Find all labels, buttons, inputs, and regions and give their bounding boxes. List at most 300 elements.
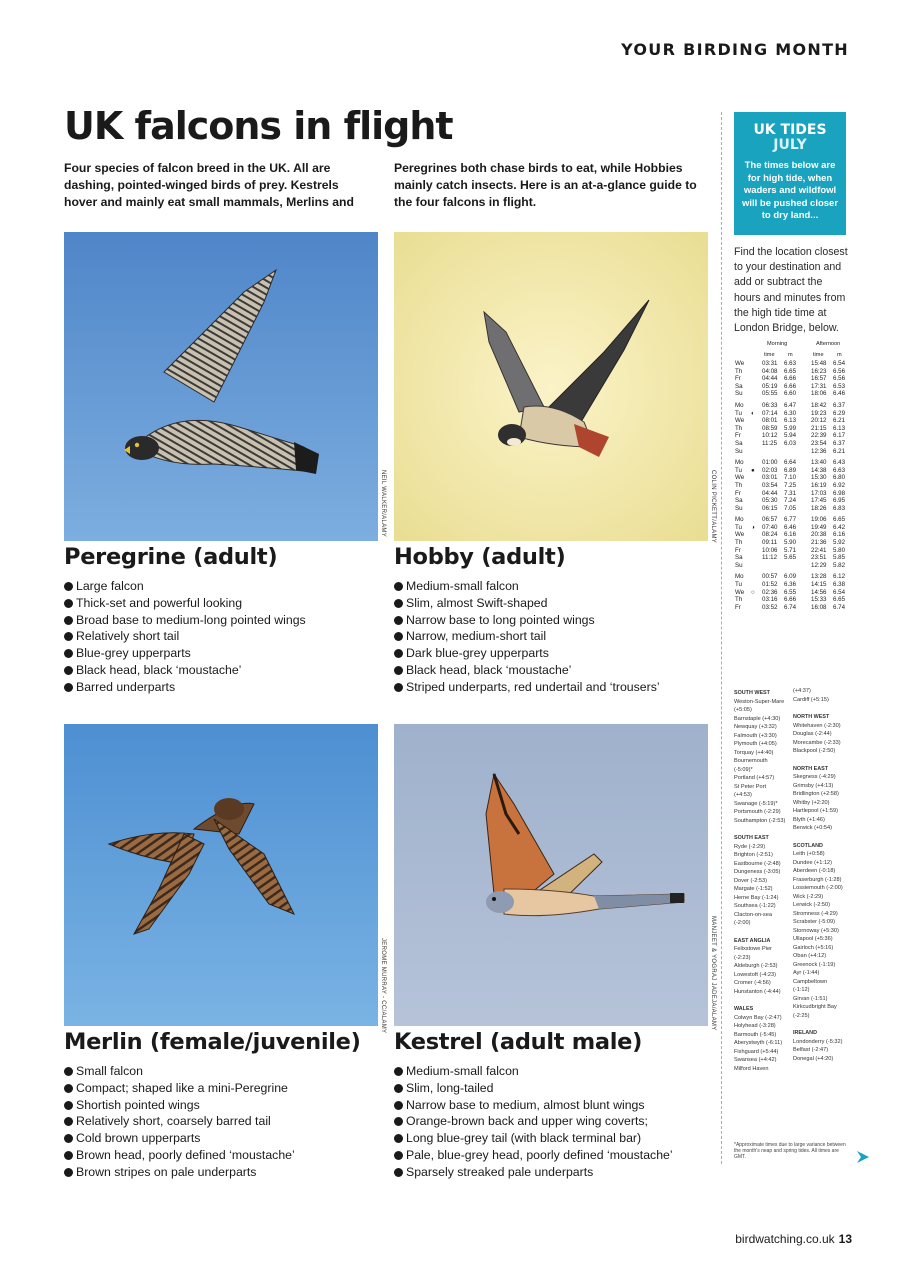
running-head: YOUR BIRDING MONTH [621, 40, 849, 59]
tide-cell: Mo [735, 401, 744, 409]
tide-row [734, 375, 848, 383]
location-item: Wick (-2:29) [793, 893, 824, 900]
tide-row [734, 581, 848, 589]
tide-row [734, 432, 848, 440]
tide-cell: 07:14 [762, 409, 778, 417]
tide-table [734, 341, 848, 615]
tide-cell: Fr [735, 546, 741, 554]
tide-cell: 6.83 [833, 504, 846, 512]
location-item: Grimsby (+4:13) [793, 782, 834, 789]
list-item: Small falcon [64, 1063, 295, 1080]
tide-week [734, 402, 848, 455]
location-item: Fishguard (+5:44) [734, 1048, 779, 1055]
list-item: Large falcon [64, 578, 306, 595]
location-item: (-5:09)* [734, 766, 753, 773]
list-item: Compact; shaped like a mini-Peregrine [64, 1080, 295, 1097]
tide-cell: 19:49 [811, 523, 827, 531]
location-item: Ullapool (+5:36) [793, 936, 833, 942]
tide-cell: Fr [735, 489, 741, 497]
tide-cell: 02:36 [762, 588, 778, 596]
location-item: Morecambe (-2:33) [793, 739, 841, 746]
tide-cell: 18:26 [811, 504, 827, 512]
location-item: Bridlington (+2:58) [793, 791, 839, 797]
location-item: Gairloch (+5:16) [793, 944, 834, 951]
tide-cell: 6.77 [784, 516, 797, 524]
location-item: Girvan (-1:51) [793, 995, 828, 1002]
location-item: (+4:53) [734, 792, 752, 798]
tide-cell: 7.05 [784, 504, 797, 512]
location-item: Aberystwyth (-6:11) [734, 1040, 783, 1046]
tide-cell: 6.43 [833, 459, 846, 467]
tide-cell: Th [735, 596, 743, 604]
tide-cell: 18:42 [811, 401, 827, 409]
location-item: Eastbourne (-2:48) [734, 860, 781, 867]
list-item: Long blue-grey tail (with black terminal bar) [394, 1130, 673, 1147]
locations-left-column [734, 687, 792, 1073]
tide-cell: 6.95 [833, 497, 846, 505]
location-item: Barnstaple (+4:30) [734, 715, 781, 722]
list-item: Relatively short tail [64, 628, 306, 645]
region-heading: EAST ANGLIA [734, 937, 771, 944]
tide-cell: We [735, 531, 745, 539]
tide-cell: 23:54 [811, 439, 827, 447]
tide-cell: Th [735, 539, 743, 547]
tide-cell: 02:03 [762, 466, 778, 474]
location-item: Portland (+4:57) [734, 775, 775, 781]
tide-cell: Su [735, 561, 743, 569]
list-item: Shortish pointed wings [64, 1097, 295, 1114]
moon-phase-icon: ○ [751, 588, 755, 596]
location-item: Scrabster (-5:09) [793, 919, 835, 925]
tide-cell: 6.21 [833, 447, 846, 455]
list-item: Sparsely streaked pale underparts [394, 1164, 673, 1181]
tide-cell: 6.12 [833, 573, 846, 581]
list-item: Black head, black ‘moustache’ [64, 662, 306, 679]
tide-cell: 13:40 [811, 459, 827, 467]
tide-cell: 04:08 [762, 367, 778, 375]
location-item: Campbeltown [793, 978, 828, 985]
location-item: St Peter Port [734, 783, 767, 790]
location-item: Berwick (+0:54) [793, 825, 833, 831]
location-item: Herne Bay (-1:24) [734, 894, 779, 901]
tide-cell: 6.65 [784, 367, 797, 375]
list-item: Slim, almost Swift-shaped [394, 595, 660, 612]
tide-cell: We [735, 360, 745, 367]
tide-cell: 08:59 [762, 424, 778, 432]
tide-cell: 6.47 [784, 401, 797, 409]
tide-cell: 6.92 [833, 481, 846, 489]
kestrel-photo [394, 724, 708, 1026]
page-title: UK falcons in flight [64, 104, 453, 148]
tide-cell: Th [735, 481, 743, 489]
list-item: Blue-grey upperparts [64, 645, 306, 662]
list-item: Narrow, medium-short tail [394, 628, 660, 645]
intro-right: Peregrines both chase birds to eat, while Hobbies mainly catch insects. Here is an at-a-glance guide to the four falcons in flight. [394, 161, 697, 209]
tide-cell: 6.16 [784, 531, 797, 539]
location-item: (-2:23) [734, 954, 751, 961]
peregrine-photo [64, 232, 378, 541]
tide-cell: 05:55 [762, 390, 778, 398]
tide-cell: 06:33 [762, 401, 778, 409]
location-item: Lerwick (-2:50) [793, 902, 830, 908]
tide-cell: 14:15 [811, 581, 827, 589]
tide-cell: 5.71 [784, 546, 797, 554]
list-item: Brown stripes on pale underparts [64, 1164, 295, 1181]
tide-cell: 7.10 [784, 474, 797, 482]
tide-cell: Tu [735, 523, 742, 531]
tide-cell: 6.80 [833, 474, 846, 482]
tide-cell: We [735, 417, 745, 425]
footer-site: birdwatching.co.uk [735, 1232, 835, 1246]
tide-row [734, 467, 848, 475]
tide-cell: 6.54 [833, 360, 846, 367]
tide-row [734, 402, 848, 410]
tide-cell: 12:29 [811, 561, 827, 569]
tide-row [734, 596, 848, 604]
tide-row [734, 474, 848, 482]
tide-cell: 09:11 [762, 539, 778, 547]
location-item: Aberdeen (-0:18) [793, 868, 836, 874]
location-item: (-1:12) [793, 987, 810, 993]
location-item: Cromer (-4:56) [734, 980, 771, 986]
tide-cell: 6.46 [784, 523, 797, 531]
tide-cell: 5.85 [833, 554, 846, 562]
tide-cell: Tu [735, 409, 742, 417]
location-item: Ayr (-1:44) [793, 970, 820, 976]
list-item: Narrow base to long pointed wings [394, 612, 660, 629]
tide-cell: 6.54 [833, 588, 846, 596]
location-item: Lowestoft (-4:23) [734, 971, 776, 978]
tide-cell: We [735, 588, 745, 596]
location-item: Stornoway (+5:30) [793, 927, 839, 934]
intro-left: Four species of falcon breed in the UK. All are dashing, pointed-winged birds of prey. Kestrels hover and mainly eat small mammals, Merlins and [64, 161, 354, 209]
tide-cell: 6.13 [833, 424, 846, 432]
location-item: Dungeness (-3:05) [734, 869, 781, 875]
location-item: Clacton-on-sea [734, 911, 772, 918]
tide-cell: 6.13 [784, 417, 797, 425]
tide-cell: 6.03 [784, 439, 797, 447]
tide-cell: 18:06 [811, 390, 827, 398]
location-item: Swansea (+4:42) [734, 1057, 777, 1063]
tide-cell: 6.74 [833, 603, 846, 611]
tide-cell: Th [735, 424, 743, 432]
moon-phase-icon: ◐ [751, 409, 755, 417]
location-item: Southampton (-2:53) [734, 817, 786, 824]
location-item: Kirkcudbright Bay [793, 1004, 837, 1010]
tide-cell: 04:44 [762, 375, 778, 383]
location-item: Blyth (+1:46) [793, 816, 825, 823]
tide-cell: 6.98 [833, 489, 846, 497]
tide-cell: 6.46 [833, 390, 846, 398]
tide-cell: 7.31 [784, 489, 797, 497]
location-item: Brighton (-2:51) [734, 852, 773, 858]
tide-cell: 6.66 [784, 596, 797, 604]
tide-cell: 6.74 [784, 603, 797, 611]
tide-row [734, 524, 848, 532]
tide-cell: 17:03 [811, 489, 827, 497]
tide-cell: 17:45 [811, 497, 827, 505]
location-item: Hunstanton (-4:44) [734, 988, 781, 995]
tide-row [734, 368, 848, 376]
kestrel-name: Kestrel (adult male) [394, 1029, 643, 1055]
tide-cell: 6.60 [784, 390, 797, 398]
morning-header: Morning [767, 341, 788, 347]
tide-cell: 23:51 [811, 554, 827, 562]
location-item: Stromness (-4:29) [793, 910, 838, 917]
tide-cell: Sa [735, 439, 743, 447]
location-item: Cardiff (+5:15) [793, 696, 829, 703]
tide-cell: 5.80 [833, 546, 846, 554]
tide-row [734, 554, 848, 562]
tide-cell: 10:06 [762, 546, 778, 554]
hobby-name: Hobby (adult) [394, 544, 566, 570]
sidebar-divider [721, 112, 722, 1164]
merlin-photo [64, 724, 378, 1026]
list-item: Broad base to medium-long pointed wings [64, 612, 306, 629]
morning-time-header: time [764, 352, 775, 358]
tide-row [734, 482, 848, 490]
location-item: Holyhead (-3:28) [734, 1023, 776, 1029]
tide-cell: 14:56 [811, 588, 827, 596]
tide-cell: Mo [735, 573, 744, 581]
tide-cell: 6.65 [833, 516, 846, 524]
list-item: Orange-brown back and upper wing coverts; [394, 1113, 673, 1130]
region-heading: SOUTH WEST [734, 690, 770, 696]
tide-cell: 00:57 [762, 573, 778, 581]
list-item: Narrow base to medium, almost blunt wings [394, 1097, 673, 1114]
tide-week [734, 459, 848, 512]
tides-description: The times below are for high tide, when waders and wildfowl will be pushed closer to dry land... [741, 160, 839, 222]
locations-right-column [793, 687, 851, 1063]
merlin-features [64, 1063, 295, 1181]
location-item: Swanage (-5:19)* [734, 800, 778, 807]
tide-cell: 6.64 [784, 459, 797, 467]
region-heading: SCOTLAND [793, 842, 823, 849]
tide-cell: 14:38 [811, 466, 827, 474]
tide-row [734, 440, 848, 448]
merlin-name: Merlin (female/juvenile) [64, 1029, 361, 1055]
tide-cell: 17:31 [811, 382, 827, 390]
tide-cell: 01:00 [762, 459, 778, 467]
tide-cell: 5.92 [833, 539, 846, 547]
tide-week [734, 516, 848, 569]
tide-cell: 6.53 [833, 382, 846, 390]
tide-row [734, 360, 848, 368]
tide-cell: 20:38 [811, 531, 827, 539]
tide-cell: Th [735, 367, 743, 375]
page-number: 13 [838, 1232, 852, 1246]
tide-cell: 16:57 [811, 375, 827, 383]
kestrel-features [394, 1063, 673, 1181]
tide-cell: 08:01 [762, 417, 778, 425]
list-item: Brown head, poorly defined ‘moustache’ [64, 1147, 295, 1164]
tide-row [734, 459, 848, 467]
tide-cell: 6.17 [833, 432, 846, 440]
tide-cell: 6.38 [833, 581, 846, 589]
tide-cell: 15:30 [811, 474, 827, 482]
region-heading: IRELAND [793, 1030, 817, 1036]
location-item: Leith (+0:58) [793, 851, 825, 857]
moon-phase-icon: ● [751, 466, 755, 474]
page-footer [735, 1232, 852, 1246]
location-item: Portsmouth (-2:29) [734, 809, 781, 815]
tide-cell: Tu [735, 581, 742, 589]
tide-week [734, 360, 848, 398]
tide-cell: 16:23 [811, 367, 827, 375]
tide-cell: 6.37 [833, 439, 846, 447]
tide-cell: Sa [735, 497, 743, 505]
tide-cell: 07:40 [762, 523, 778, 531]
tide-cell: 6.37 [833, 401, 846, 409]
location-item: (-2:00) [734, 920, 751, 926]
tide-cell: Sa [735, 382, 743, 390]
location-item: Skegness (-4:29) [793, 774, 836, 780]
location-item: Falmouth (+3:30) [734, 732, 777, 739]
tide-row [734, 410, 848, 418]
location-item: Londonderry (-5:32) [793, 1038, 843, 1045]
tide-cell: 7.24 [784, 497, 797, 505]
tide-cell: 12:36 [811, 447, 827, 455]
list-item: Slim, long-tailed [394, 1080, 673, 1097]
location-item: (+5:05) [734, 707, 752, 713]
list-item: Medium-small falcon [394, 1063, 673, 1080]
location-item: Fraserburgh (-1:28) [793, 876, 842, 883]
location-item: Dover (-2:53) [734, 877, 767, 884]
tide-cell: 05:30 [762, 497, 778, 505]
tide-cell: 20:12 [811, 417, 827, 425]
tide-cell: 06:15 [762, 504, 778, 512]
location-item: Hartlepool (+1:59) [793, 808, 838, 814]
scallop-edge [734, 108, 846, 116]
location-item: Dundee (+1:12) [793, 859, 833, 866]
tide-row [734, 547, 848, 555]
tide-cell: 19:23 [811, 409, 827, 417]
tide-cell: 22:39 [811, 432, 827, 440]
tide-cell: 19:06 [811, 516, 827, 524]
location-item: (-2:25) [793, 1012, 810, 1019]
tide-cell: 5.94 [784, 432, 797, 440]
tide-row [734, 589, 848, 597]
afternoon-header: Afternoon [816, 341, 841, 347]
location-item: Donegal (+4:20) [793, 1055, 834, 1062]
tide-cell: 21:15 [811, 424, 827, 432]
tide-cell: 6.42 [833, 523, 846, 531]
tide-cell: 04:44 [762, 489, 778, 497]
location-item: Southsea (-1:22) [734, 903, 776, 909]
location-item: Greenock (-1:19) [793, 961, 836, 968]
tide-cell: 03:01 [762, 474, 778, 482]
tide-row [734, 425, 848, 433]
location-item: Barmouth (-5:45) [734, 1031, 777, 1038]
tides-header-box [734, 112, 846, 235]
list-item: Medium-small falcon [394, 578, 660, 595]
tide-cell: 6.89 [784, 466, 797, 474]
location-item: Whitehaven (-2:30) [793, 722, 841, 729]
tide-row [734, 505, 848, 513]
peregrine-credit: NEIL WALKER/ALAMY [380, 470, 386, 538]
tide-cell: 5.65 [784, 554, 797, 562]
tides-month: JULY [773, 137, 807, 153]
hobby-photo [394, 232, 708, 541]
tide-row [734, 562, 848, 570]
tide-cell: 05:19 [762, 382, 778, 390]
afternoon-time-header: time [813, 352, 824, 358]
tide-cell: 6.63 [833, 466, 846, 474]
location-item: Weston-Super-Mare [734, 698, 785, 705]
tide-cell: 5.90 [784, 539, 797, 547]
tide-cell: 03:54 [762, 481, 778, 489]
tide-cell: Tu [735, 466, 742, 474]
location-item: Lossiemouth (-2:00) [793, 885, 843, 891]
moon-phase-icon: ◑ [751, 523, 755, 531]
location-item: Newquay (+3:32) [734, 724, 777, 730]
hobby-credit: COLIN PICKETT/ALAMY [710, 470, 716, 544]
list-item: Black head, black ‘moustache’ [394, 662, 660, 679]
location-item: Aldeburgh (-2:53) [734, 963, 778, 969]
tide-row [734, 573, 848, 581]
location-item: (+4:37) [793, 688, 811, 694]
region-heading: NORTH WEST [793, 714, 830, 720]
tide-cell: Fr [735, 375, 741, 383]
tide-cell: 5.99 [784, 424, 797, 432]
tide-row [734, 531, 848, 539]
tide-cell: We [735, 474, 745, 482]
tide-row [734, 490, 848, 498]
tide-cell: 6.55 [784, 588, 797, 596]
location-item: Oban (+4:12) [793, 953, 827, 959]
location-item: Ryde (-2:29) [734, 843, 766, 850]
location-item: Bournemouth [734, 758, 768, 764]
tide-cell: 16:19 [811, 481, 827, 489]
list-item: Cold brown upperparts [64, 1130, 295, 1147]
merlin-credit: JEROME MURRAY - CC/ALAMY [380, 938, 386, 1034]
list-item: Barred underparts [64, 679, 306, 696]
tide-cell: 01:52 [762, 581, 778, 589]
location-item: Colwyn Bay (-2:47) [734, 1014, 782, 1021]
tide-row [734, 497, 848, 505]
location-item: Belfast (-2:47) [793, 1047, 829, 1053]
tide-cell: Fr [735, 432, 741, 440]
tide-cell: Sa [735, 554, 743, 562]
tide-cell: 22:41 [811, 546, 827, 554]
tide-cell: Mo [735, 459, 744, 467]
list-item: Dark blue-grey upperparts [394, 645, 660, 662]
tide-row [734, 516, 848, 524]
location-item: Milford Haven [734, 1065, 769, 1072]
list-item: Thick-set and powerful looking [64, 595, 306, 612]
tide-cell: Su [735, 390, 743, 398]
tide-row [734, 390, 848, 398]
hobby-features [394, 578, 660, 696]
location-item: Torquay (+4:40) [734, 749, 774, 756]
tide-row [734, 417, 848, 425]
tide-cell: 6.09 [784, 573, 797, 581]
peregrine-name: Peregrine (adult) [64, 544, 278, 570]
tide-row [734, 448, 848, 456]
next-page-arrow-icon [856, 1150, 870, 1164]
tide-cell: 6.66 [784, 375, 797, 383]
tide-cell: 6.66 [784, 382, 797, 390]
tide-cell: 03:52 [762, 603, 778, 611]
location-item: Margate (-1:52) [734, 886, 773, 892]
tide-cell: 13:28 [811, 573, 827, 581]
tide-cell: 11:25 [762, 439, 778, 447]
tide-cell: 11:12 [762, 554, 778, 562]
region-heading: NORTH EAST [793, 765, 829, 772]
location-item: Plymouth (+4:05) [734, 741, 777, 747]
tide-cell: 15:33 [811, 596, 827, 604]
list-item: Relatively short, coarsely barred tail [64, 1113, 295, 1130]
